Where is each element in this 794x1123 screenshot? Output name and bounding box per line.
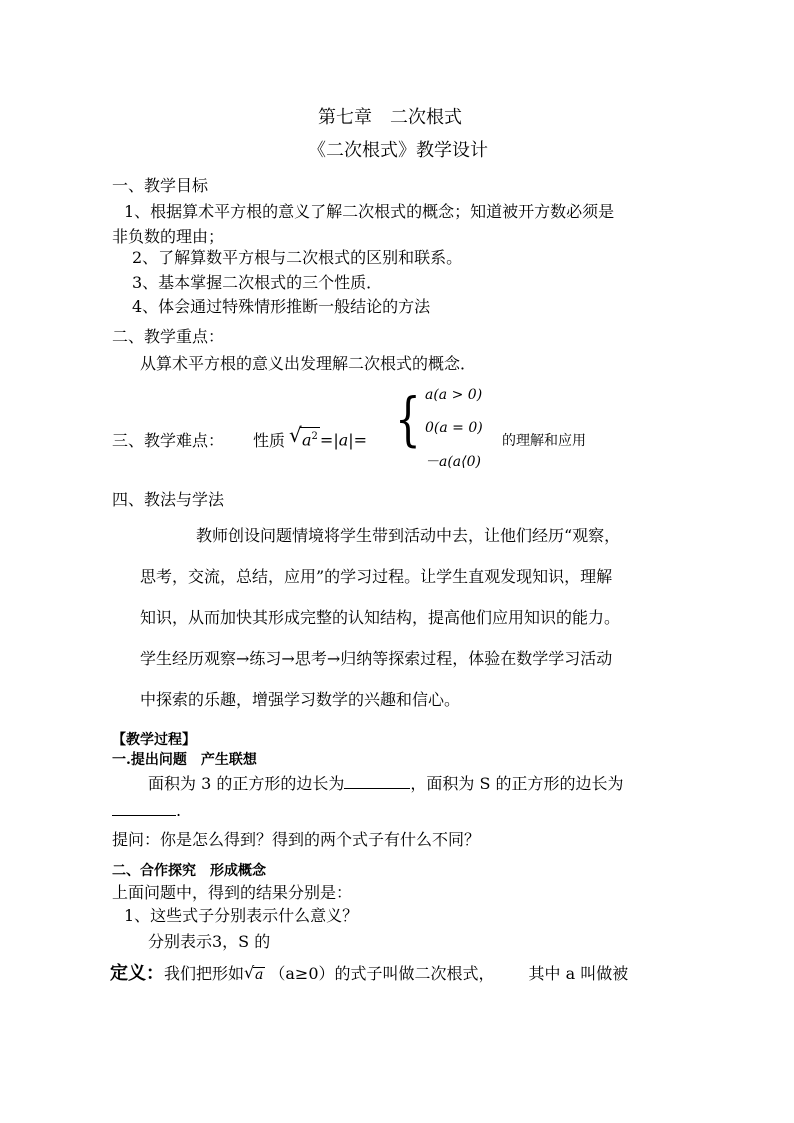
question-end: .: [176, 801, 182, 820]
section-3-heading: 三、教学难点：: [112, 431, 225, 450]
definition-label: 定义：: [110, 963, 164, 984]
property-formula: [289, 423, 368, 450]
method-paragraph-line-3: 知识，从而加快其形成完整的认知结构，提高他们应用知识的能力。: [140, 608, 621, 627]
method-paragraph-line-4: 学生经历观察→练习→思考→归纳等探索过程，体验在数学学习活动: [140, 649, 613, 668]
left-brace-icon: {: [395, 385, 421, 453]
square-root-symbol: √ $a^2$: [289, 423, 318, 450]
definition-square-root: √ a: [244, 963, 264, 983]
definition-text-b: （a≥0）的式子叫做二次根式，: [269, 964, 495, 983]
document-subtitle: 《二次根式》教学设计: [308, 140, 488, 161]
property-label: 性质: [253, 431, 286, 450]
objective-1-line-2: 非负数的理由；: [112, 227, 225, 246]
objective-1-line-1: 1、根据算术平方根的意义了解二次根式的概念；知道被开方数必须是: [124, 202, 615, 221]
part-2-heading: 二、合作探究 形成概念: [112, 863, 266, 879]
absolute-value-expression: =|a|=: [319, 430, 368, 450]
answer-blank-2[interactable]: [112, 801, 176, 816]
method-paragraph-line-5: 中探索的乐趣，增强学习数学的兴趣和信心。: [140, 690, 461, 709]
process-heading: 【教学过程】: [112, 732, 196, 748]
chapter-title: 第七章 二次根式: [318, 107, 462, 128]
section-4-heading: 四、教法与学法: [112, 490, 225, 509]
case-positive: a(a > 0): [425, 387, 483, 403]
method-paragraph-line-2: 思考，交流，总结，应用”的学习过程。让学生直观发现知识，理解: [140, 567, 613, 586]
answer-blank-1[interactable]: [344, 774, 410, 789]
question-text-b: ，面积为 S 的正方形的边长为: [410, 774, 624, 793]
difficulty-suffix: 的理解和应用: [502, 433, 586, 449]
objective-2: 2、了解算数平方根与二次根式的区别和联系。: [132, 248, 463, 267]
section-2-heading: 二、教学重点：: [112, 327, 225, 346]
definition-line: [110, 964, 628, 985]
ask-question: 提问：你是怎么得到？得到的两个式子有什么不同？: [112, 830, 481, 849]
method-paragraph-line-1: 教师创设问题情境将学生带到活动中去，让他们经历“观察，: [196, 526, 621, 545]
part-1-heading: 一.提出问题 产生联想: [112, 752, 257, 768]
question-text-a: 面积为 3 的正方形的边长为: [148, 774, 345, 793]
exploration-item-1-answer: 分别表示3，S 的: [148, 932, 271, 951]
case-negative: －a(a⟨0): [425, 454, 481, 470]
objective-3: 3、基本掌握二次根式的三个性质．: [132, 273, 383, 292]
objective-4: 4、体会通过特殊情形推断一般结论的方法: [132, 297, 431, 316]
exploration-item-1: 1、这些式子分别表示什么意义？: [124, 906, 359, 925]
definition-text-c: 其中 a 叫做被: [528, 964, 629, 983]
section-1-heading: 一、教学目标: [112, 176, 209, 195]
result-line: 上面问题中，得到的结果分别是：: [112, 883, 353, 902]
question-line-2: [112, 801, 181, 821]
case-zero: 0(a = 0): [425, 420, 483, 436]
question-line-1: [148, 774, 624, 794]
key-point-text: 从算术平方根的意义出发理解二次根式的概念．: [140, 354, 477, 373]
definition-text-a: 我们把形如: [164, 964, 245, 983]
